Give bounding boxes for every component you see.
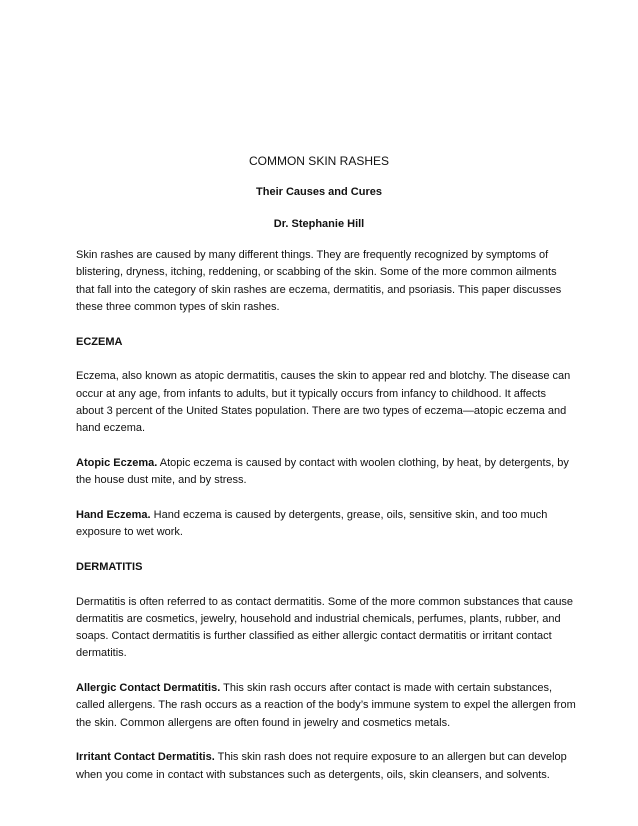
atopic-eczema-paragraph xyxy=(76,455,576,490)
intro-paragraph: Skin rashes are caused by many different things. They are frequently recognized by symptoms of blistering, dryness, itching, reddening, or scabbing of the skin. Some of the more common ailments that fall into the category of skin rashes are eczema, dermatitis, and psoriasis. This paper discusses these three common types of skin rashes. xyxy=(76,249,562,313)
allergic-dermatitis-text: This skin rash occurs after contact is made with certain substances, called allergens. The rash occurs as a reaction of the body’s immune system to expel the allergen from the skin. Common allergens are often found in jewelry and cosmetics metals. xyxy=(76,682,576,729)
document-body xyxy=(76,247,576,801)
irritant-dermatitis-lead: Irritant Contact Dermatitis. xyxy=(76,751,215,764)
atopic-eczema-text: Atopic eczema is caused by contact with woolen clothing, by heat, by detergents, by the house dust mite, and by stress. xyxy=(76,456,569,487)
document-title: COMMON SKIN RASHES xyxy=(248,154,389,168)
allergic-dermatitis-paragraph xyxy=(76,680,576,732)
document-author: Dr. Stephanie Hill xyxy=(273,218,365,230)
irritant-dermatitis-text: This skin rash does not require exposure to an allergen but can develop when you come in contact with substances such as detergents, oils, skin cleansers, and solvents. xyxy=(76,751,567,781)
dermatitis-paragraph: Dermatitis is often referred to as contact dermatitis. Some of the more common substances that cause dermatitis are cosmetics, jewelry, household and industrial chemicals, perfumes, plants, rubber, and soaps. Contact dermatitis is further classified as either allergic contact dermatitis or irritant contact dermatitis. xyxy=(76,595,574,660)
hand-eczema-lead: Hand Eczema. xyxy=(76,508,151,521)
allergic-dermatitis-lead: Allergic Contact Dermatitis. xyxy=(76,682,221,695)
dermatitis-heading: DERMATITIS xyxy=(76,560,143,573)
eczema-paragraph: Eczema, also known as atopic dermatitis, causes the skin to appear red and blotchy. The disease can occur at any age, from infants to adults, but it typically occurs from infancy to childhood. It affects about 3 percent of the United States population. There are two types of eczema—atopic eczema and hand eczema. xyxy=(76,370,571,435)
irritant-dermatitis-paragraph xyxy=(76,749,576,784)
document-subtitle: Their Causes and Cures xyxy=(256,186,382,198)
hand-eczema-text: Hand eczema is caused by detergents, grease, oils, sensitive skin, and too much exposure to wet work. xyxy=(76,508,548,539)
hand-eczema-paragraph xyxy=(76,507,576,542)
eczema-heading: ECZEMA xyxy=(76,335,123,348)
atopic-eczema-lead: Atopic Eczema. xyxy=(76,456,158,469)
